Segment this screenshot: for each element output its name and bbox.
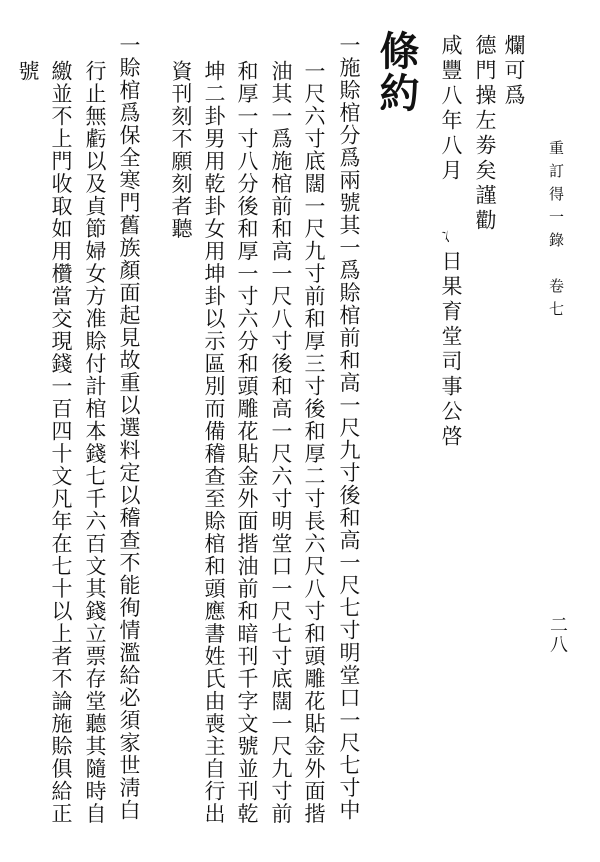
body-column-1: 一施賒棺分爲兩號其一爲賒棺前和高一尺九寸後和高一尺七寸明堂口一尺七寸中 bbox=[337, 34, 361, 822]
body-column-10: 號 bbox=[16, 60, 40, 83]
date-line: 咸豐八年八月 bbox=[439, 34, 463, 184]
preface-line-2: 德門操左劵矣謹勸 bbox=[473, 34, 497, 234]
running-header: 重訂得一錄 卷七 bbox=[547, 140, 565, 324]
body-column-2: 一尺六寸底闊一尺九寸前和厚三寸後和厚二寸長六尺八寸和頭雕花貼金外面揩 bbox=[302, 60, 326, 825]
body-column-4: 和厚一寸八分後和厚一寸六分和頭雕花貼金外面揩油前和暗刊千字文號並刊乾 bbox=[235, 60, 259, 825]
section-title: 條約 bbox=[373, 30, 420, 114]
body-column-3: 油其一爲施棺前和高一尺八寸後和高一尺六寸明堂口一尺七寸底闊一尺九寸前 bbox=[269, 60, 293, 825]
body-column-9: 繳並不上門收取如用欑當交現錢一百四十文凡年在七十以上者不論施賒俱給正 bbox=[49, 60, 73, 825]
body-column-8: 行止無虧以及貞節婦女方准賒付計棺本錢七千六百文其錢立票存堂聽其隨時自 bbox=[83, 60, 107, 825]
preface-line-1: 爛可爲 bbox=[502, 34, 526, 109]
body-column-6: 資刊刻不願刻者聽 bbox=[169, 60, 193, 240]
page-number: 二八 bbox=[547, 615, 568, 655]
body-column-5: 坤二卦男用乾卦女用坤卦以示區別而備稽查至賒棺和頭應書姓氏由喪主自行出 bbox=[202, 60, 226, 825]
body-column-7: 一賒棺爲保全寒門舊族顏面起見故重以選料定以稽查不能徇情濫給必須家世淸白 bbox=[117, 34, 141, 822]
small-mark: 冫 bbox=[439, 225, 460, 247]
signature-line: 日果育堂司事公啓 bbox=[439, 250, 463, 450]
